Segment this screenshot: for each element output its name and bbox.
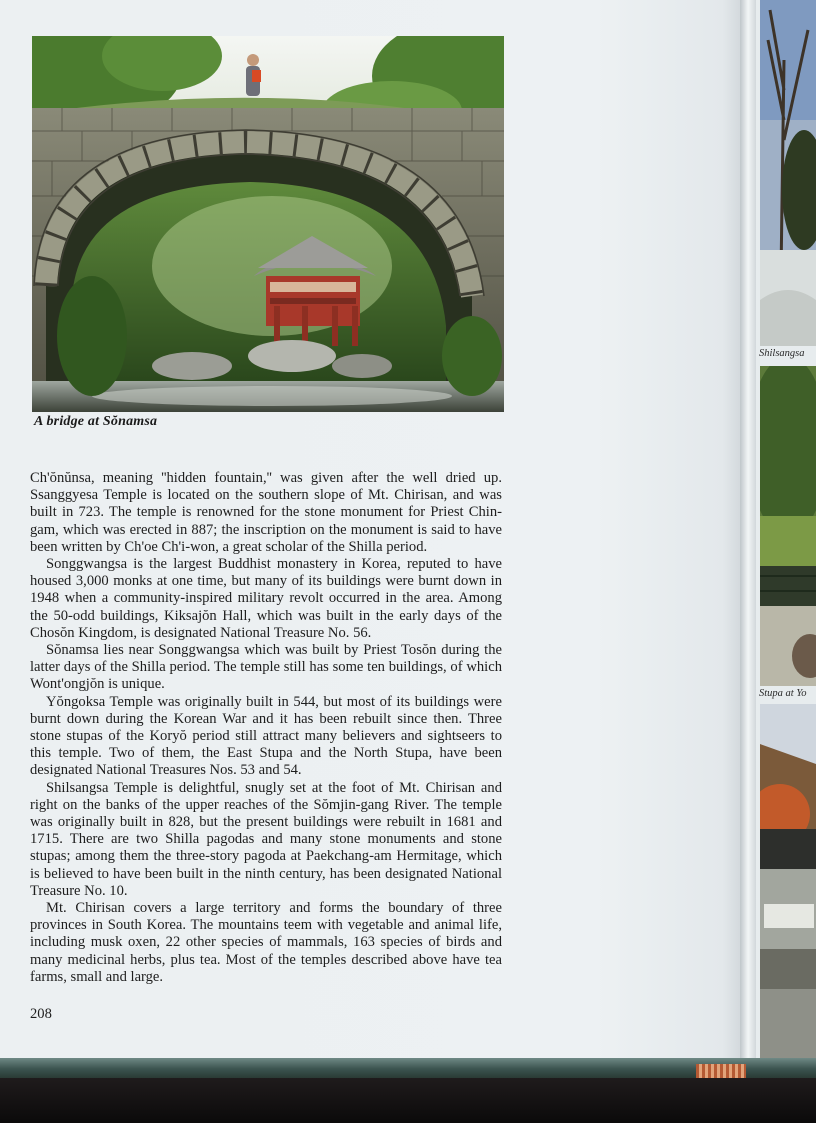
facing-photo-top [760, 0, 816, 346]
article-body [30, 470, 502, 986]
facing-photo-bottom [760, 704, 816, 1064]
page-number: 208 [30, 1006, 52, 1022]
paragraph: Shilsangsa Temple is delightful, snugly set at the foot of Mt. Chirisan and right on the banks of the upper reaches of the Sŏmjin-gang River. The temple was originally built in 828, but the present buildings were rebuilt in 1681 and 1715. There are two Shilla pagodas and many stone monuments and stone stupas; among them the three-story pagoda at Paekchang-am Hermitage, which is believed to have been built in the ninth century, has been designated National Treasure No. 10. [30, 779, 502, 899]
background-surface [0, 1078, 816, 1123]
photo-caption: A bridge at Sŏnamsa [34, 414, 158, 429]
facing-page [756, 0, 816, 1064]
paragraph: Ch'ŏnŭnsa, meaning ''hidden fountain,'' was given after the well dried up. Ssanggyesa Temple is located on the southern slope of Mt. Chirisan, and was built in 723. The temple is renowned for the stone monument for Priest Chin-gam, which was erected in 887; the inscription on the monument is said to have been written by Ch'oe Ch'i-won, a great scholar of the Shilla period. [30, 470, 502, 555]
facing-photo-middle [760, 366, 816, 686]
paragraph: Sŏnamsa lies near Songgwangsa which was built by Priest Tosŏn during the latter days of the Shilla period. The temple still has some ten buildings, of which Wont'ongjŏn is unique. [30, 642, 502, 693]
book-cover-edge [0, 1058, 816, 1080]
paragraph: Yŏngoksa Temple was originally built in 544, but most of its buildings were burnt down during the Korean War and it has been rebuilt since then. Three stone stupas of the Koryŏ period still attract many believers and sightseers to this temple. Two of them, the East Stupa and the North Stupa, have been designated National Treasures Nos. 53 and 54. [30, 693, 502, 779]
facing-caption-1: Shilsangsa [759, 348, 805, 359]
facing-caption-2: Stupa at Yo [759, 688, 807, 699]
bridge-photo [32, 36, 504, 412]
paragraph: Mt. Chirisan covers a large territory and forms the boundary of three provinces in South Korea. The mountains teem with vegetable and animal life, including musk oxen, 22 other species of mammals, 163 species of birds and many medicinal herbs, plus tea. Most of the temples described above have tea farms, small and large. [30, 900, 502, 985]
paragraph: Songgwangsa is the largest Buddhist monastery in Korea, reputed to have housed 3,000 monks at one time, but many of its buildings were burnt down in 1948 when a community-inspired military revolt occurred in the area. Among the 50-odd buildings, Kiksajŏn Hall, which was built in the early days of the Chosŏn Kingdom, is designated National Treasure No. 56. [30, 556, 502, 641]
